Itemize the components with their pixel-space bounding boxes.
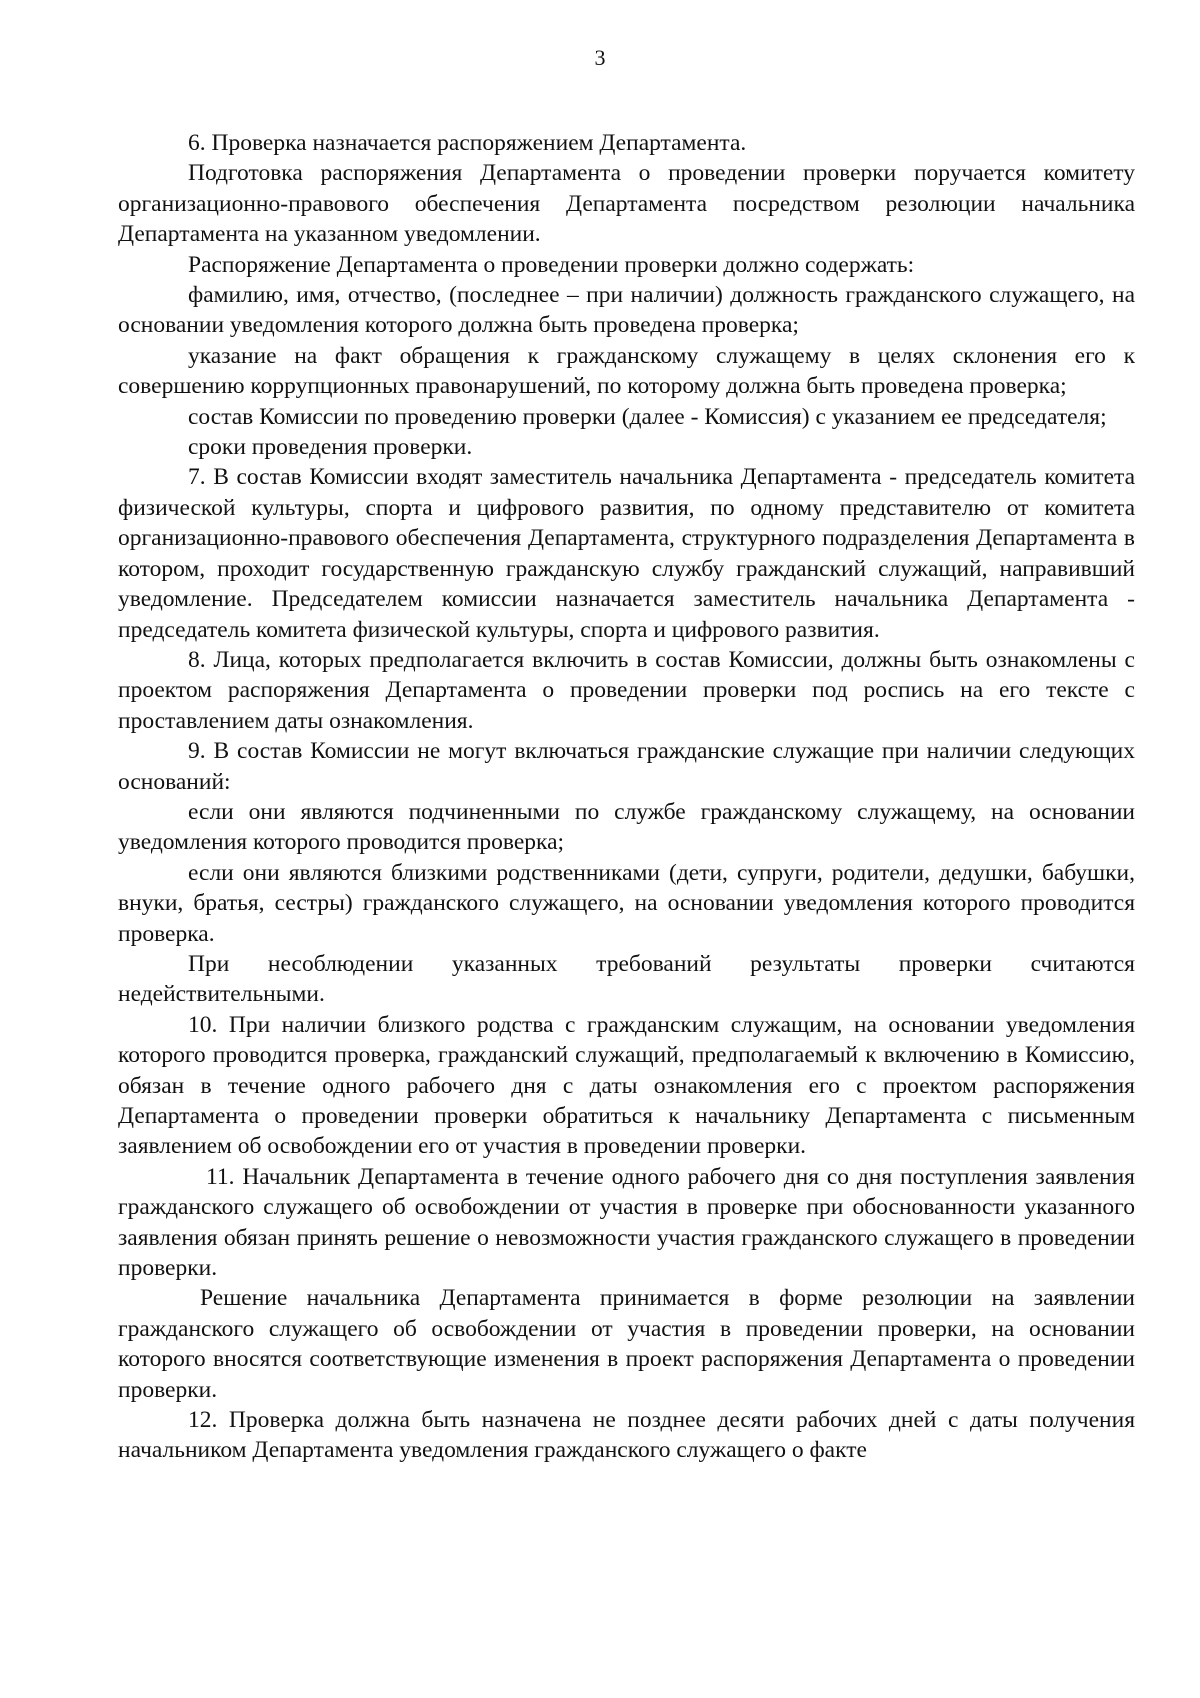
paragraph-list-deadlines: сроки проведения проверки. xyxy=(188,434,473,461)
paragraph-item-9: 9. В состав Комиссии не могут включаться гражданские служащие при наличии следующих оснований: xyxy=(118,738,1135,795)
paragraph-list-name: фамилию, имя, отчество, (последнее – при наличии) должность гражданского служащего, на основании уведомления которого должна быть проведена проверка; xyxy=(118,282,1135,339)
document-body xyxy=(118,128,1135,1466)
paragraph-item-8: 8. Лица, которых предполагается включить в состав Комиссии, должны быть ознакомлены с проектом распоряжения Департамента о проведении проверки под роспись на его тексте с проставлением даты ознакомления. xyxy=(118,646,1135,734)
paragraph-item-6: 6. Проверка назначается распоряжением Департамента. xyxy=(188,130,747,156)
paragraph-order-preparation: Подготовка распоряжения Департамента о проведении проверки поручается комитету организационно-правового обеспечения Департамента посредством резолюции начальника Департамента на указанном уведомлении. xyxy=(118,160,1135,248)
paragraph-item-7: 7. В состав Комиссии входят заместитель начальника Департамента - председатель комитета физической культуры, спорта и цифрового развития, по одному представителю от комитета организационно-правового обеспечения Департамента, структурного подразделения Департамента в котором, проходит государственную гражданскую службу гражданский служащий, направивший уведомление. Председателем комиссии назначается заместитель начальника Департамента - председатель комитета физической культуры, спорта и цифрового развития. xyxy=(118,464,1135,643)
paragraph-item-12: 12. Проверка должна быть назначена не позднее десяти рабочих дней с даты получения начальником Департамента уведомления гражданского служащего о факте xyxy=(118,1407,1135,1464)
paragraph-item-11: 11. Начальник Департамента в течение одного рабочего дня со дня поступления заявления гражданского служащего об освобождении от участия в проверке при обоснованности указанного заявления обязан принять решение о невозможности участия гражданского служащего в проведении проверки. xyxy=(118,1163,1135,1282)
paragraph-list-commission: состав Комиссии по проведению проверки (далее - Комиссия) с указанием ее председателя; xyxy=(188,403,1107,430)
paragraph-list-fact: указание на факт обращения к гражданскому служащему в целях склонения его к совершению коррупционных правонарушений, по которому должна быть проведена проверка; xyxy=(118,342,1135,400)
paragraph-invalid-results: При несоблюдении указанных требований результаты проверки считаются недействительными. xyxy=(118,950,1135,1008)
paragraph-ground-relatives: если они являются близкими родственниками (дети, супруги, родители, дедушки, бабушки, внуки, братья, сестры) гражданского служащего, на основании уведомления которого проводится проверка. xyxy=(118,859,1135,947)
paragraph-ground-subordinate: если они являются подчиненными по службе гражданскому служащему, на основании уведомления которого проводится проверка; xyxy=(118,798,1135,856)
paragraph-item-10: 10. При наличии близкого родства с гражданским служащим, на основании уведомления которого проводится проверка, гражданский служащий, предполагаемый к включению в Комиссию, обязан в течение одного рабочего дня с даты ознакомления его с проектом распоряжения Департамента о проведении проверки обратиться к начальнику Департамента с письменным заявлением об освобождении его от участия в проведении проверки. xyxy=(118,1011,1135,1160)
paragraph-order-contents: Распоряжение Департамента о проведении проверки должно содержать: xyxy=(188,251,915,278)
page-number: 3 xyxy=(594,45,606,70)
paragraph-decision-resolution: Решение начальника Департамента принимается в форме резолюции на заявлении гражданского служащего об освобождении от участия в проведении проверки, на основании которого вносятся соответствующие изменения в проект распоряжения Департамента о проведении проверки. xyxy=(118,1285,1135,1403)
